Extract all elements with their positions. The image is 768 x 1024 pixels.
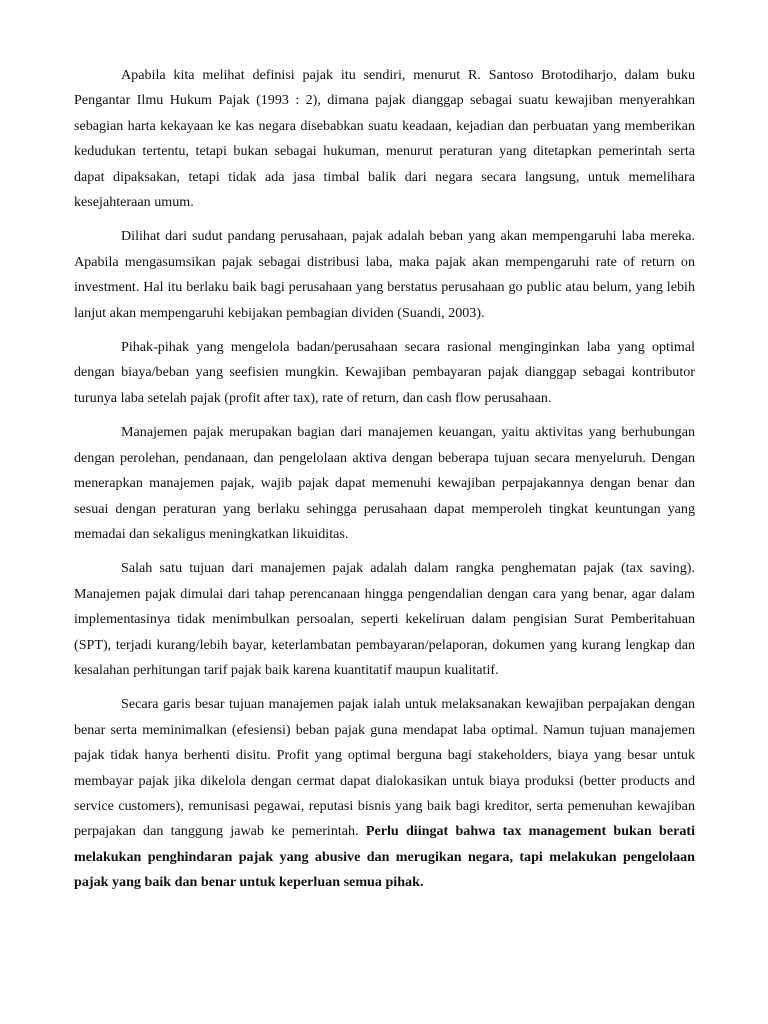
paragraph-text: Dilihat dari sudut pandang perusahaan, pajak adalah beban yang akan mempengaruhi laba mereka. Apabila mengasumsikan pajak sebagai distribusi laba, maka pajak akan mempengaruhi rate of return on investment. Hal itu berlaku baik bagi perusahaan yang berstatus perusahaan go public atau belum, yang lebih lanjut akan mempengaruhi kebijakan pembagian dividen (Suandi, 2003). <box>74 228 695 321</box>
paragraph-rational-management <box>74 335 695 411</box>
paragraph-text: Salah satu tujuan dari manajemen pajak adalah dalam rangka penghematan pajak (tax saving). Manajemen pajak dimulai dari tahap perencanaan hingga pengendalian dengan cara yang benar, agar dalam implementasinya tidak menimbulkan persoalan, seperti kekeliruan dalam pengisian Surat Pemberitahuan (SPT), terjadi kurang/lebih bayar, keterlambatan pembayaran/pelaporan, dokumen yang kurang lengkap dan kesalahan perhitungan tarif pajak baik karena kuantitatif maupun kualitatif. <box>74 560 695 678</box>
paragraph-tax-management <box>74 420 695 547</box>
paragraph-text: Manajemen pajak merupakan bagian dari manajemen keuangan, yaitu aktivitas yang berhubungan dengan perolehan, pendanaan, dan pengelolaan aktiva dengan beberapa tujuan secara menyeluruh. Dengan menerapkan manajemen pajak, wajib pajak dapat memenuhi kewajiban perpajakannya dengan benar dan sesuai dengan peraturan yang berlaku sehingga perusahaan dapat memperoleh tingkat keuntungan yang memadai dan sekaligus meningkatkan likuiditas. <box>74 424 695 542</box>
paragraph-bold-emphasis: Perlu diingat bahwa tax management bukan berati melakukan penghindaran pajak yang abusive dan merugikan negara, tapi melakukan pengelolaan pajak yang baik dan benar untuk keperluan semua pihak. <box>74 823 695 891</box>
document-page <box>74 63 695 905</box>
paragraph-text: Apabila kita melihat definisi pajak itu sendiri, menurut R. Santoso Brotodiharjo, dalam buku Pengantar Ilmu Hukum Pajak (1993 : 2), dimana pajak dianggap sebagai suatu kewajiban menyerahkan sebagian harta kekayaan ke kas negara disebabkan suatu keadaan, kejadian dan perbuatan yang memberikan kedudukan tertentu, tetapi bukan sebagai hukuman, menurut peraturan yang ditetapkan pemerintah serta dapat dipaksakan, tetapi tidak ada jasa timbal balik dari negara secara langsung, untuk memelihara kesejahteraan umum. <box>74 67 695 211</box>
paragraph-text: Pihak-pihak yang mengelola badan/perusahaan secara rasional menginginkan laba yang optimal dengan biaya/beban yang seefisien mungkin. Kewajiban pembayaran pajak dianggap sebagai kontributor turunya laba setelah pajak (profit after tax), rate of return, dan cash flow perusahaan. <box>74 339 695 406</box>
paragraph-text: Secara garis besar tujuan manajemen pajak ialah untuk melaksanakan kewajiban perpajakan dengan benar serta meminimalkan (efesiensi) beban pajak guna mendapat laba optimal. Namun tujuan manajemen pajak tidak hanya berhenti disitu. Profit yang optimal berguna bagi stakeholders, biaya yang besar untuk membayar pajak jika dikelola dengan cermat dapat dialokasikan untuk biaya produksi (better products and service customers), remunisasi pegawai, reputasi bisnis yang baik bagi kreditor, serta pemenuhan kewajiban perpajakan dan tanggung jawab ke pemerintah. <box>74 696 695 840</box>
paragraph-tax-definition <box>74 63 695 215</box>
paragraph-tax-management-goals <box>74 692 695 895</box>
paragraph-company-perspective <box>74 224 695 326</box>
paragraph-tax-saving <box>74 556 695 683</box>
